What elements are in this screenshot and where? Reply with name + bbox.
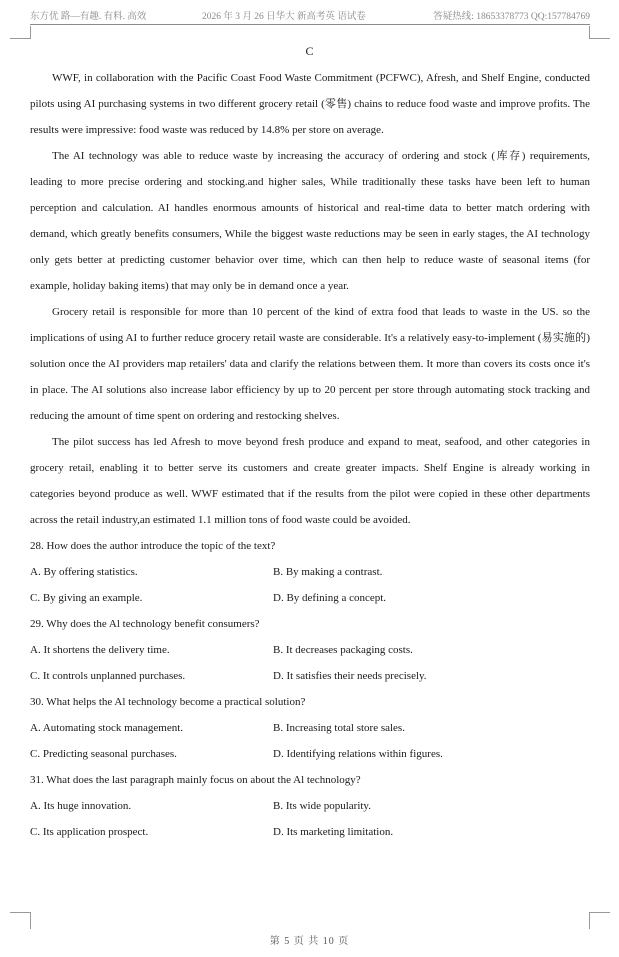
header-brand: 东方优 路—有趣. 有料. 高效 [30, 12, 147, 22]
option-d: D. It satisfies their needs precisely. [273, 670, 427, 682]
header-exam-title: 2026 年 3 月 26 日华大 新高考英 语试卷 [202, 12, 366, 22]
option-a: A. By offering statistics. [30, 566, 138, 578]
option-a: A. It shortens the delivery time. [30, 644, 170, 656]
option-a: A. Automating stock management. [30, 722, 184, 734]
paragraph-3: Grocery retail is responsible for more than 10 percent of the kind of extra food that leads to waste in the US. so the implications of using AI to further reduce grocery retail waste are considerable. It's a relatively easy-to-implement (易实施的) solution once the AI providers map retailers' data and clarify the relations between them. It more than covers its costs once it's in place. The AI solutions also increase labor efficiency by up to 20 percent per store through automating stock tracking and reducing the amount of time spent on ordering and restocking shelves. [30, 306, 590, 422]
question-29-options [30, 637, 590, 689]
header-contact: 答疑热线: 18653378773 QQ:157784769 [433, 12, 590, 22]
option-c: C. Its application prospect. [30, 826, 149, 838]
option-d: D. Identifying relations within figures. [273, 748, 443, 760]
crop-mark-bottom-left [10, 912, 31, 929]
paragraph-2: The AI technology was able to reduce waste by increasing the accuracy of ordering and stock (库存) requirements, leading to more precise ordering and stocking.and higher sales, While traditionally these tasks have been left to human perception and calculation. AI handles enormous amounts of historical and real-time data to better match ordering with demand, which greatly benefits consumers, While the biggest waste reductions may be seen in early stages, the AI technology only gets better at predicting customer behavior over time, which can then help to reduce waste of seasonal items (for example, holiday baking items) that may only be in demand once a year. [30, 150, 590, 292]
option-b: B. By making a contrast. [273, 566, 383, 578]
option-c: C. It controls unplanned purchases. [30, 670, 186, 682]
option-b: B. It decreases packaging costs. [273, 644, 413, 656]
crop-mark-bottom-right [589, 912, 610, 929]
page-footer: 第 5 页 共 10 页 [269, 936, 350, 947]
option-d: D. By defining a concept. [273, 592, 387, 604]
option-a: A. Its huge innovation. [30, 800, 132, 812]
page-header [30, 11, 590, 25]
crop-mark-top-left [10, 26, 31, 39]
question-31-stem: 31. What does the last paragraph mainly focus on about the Al technology? [30, 774, 361, 786]
question-28-options [30, 559, 590, 611]
paragraph-4: The pilot success has led Afresh to move beyond fresh produce and expand to meat, seafood, and other categories in grocery retail, enabling it to better serve its customers and create greater impacts. Shelf Engine is already working in categories beyond produce as well. WWF estimated that if the results from the pilot were copied in these other departments across the retail industry,an estimated 1.1 million tons of food waste could be avoided. [30, 436, 590, 526]
section-title: C [305, 44, 314, 58]
crop-mark-top-right [589, 26, 610, 39]
passage-content [30, 65, 590, 845]
question-31-options [30, 793, 590, 845]
option-d: D. Its marketing limitation. [273, 826, 394, 838]
option-b: B. Its wide popularity. [273, 800, 371, 812]
option-c: C. By giving an example. [30, 592, 143, 604]
question-30-options [30, 715, 590, 767]
option-c: C. Predicting seasonal purchases. [30, 748, 177, 760]
question-30-stem: 30. What helps the Al technology become a practical solution? [30, 696, 306, 708]
paragraph-1: WWF, in collaboration with the Pacific Coast Food Waste Commitment (PCFWC), Afresh, and Shelf Engine, conducted pilots using AI purchasing systems in two different grocery retail (零售) chains to reduce food waste and improve profits. The results were impressive: food waste was reduced by 14.8% per store on average. [30, 72, 590, 136]
question-28-stem: 28. How does the author introduce the topic of the text? [30, 540, 276, 552]
question-29-stem: 29. Why does the Al technology benefit consumers? [30, 618, 260, 630]
option-b: B. Increasing total store sales. [273, 722, 405, 734]
